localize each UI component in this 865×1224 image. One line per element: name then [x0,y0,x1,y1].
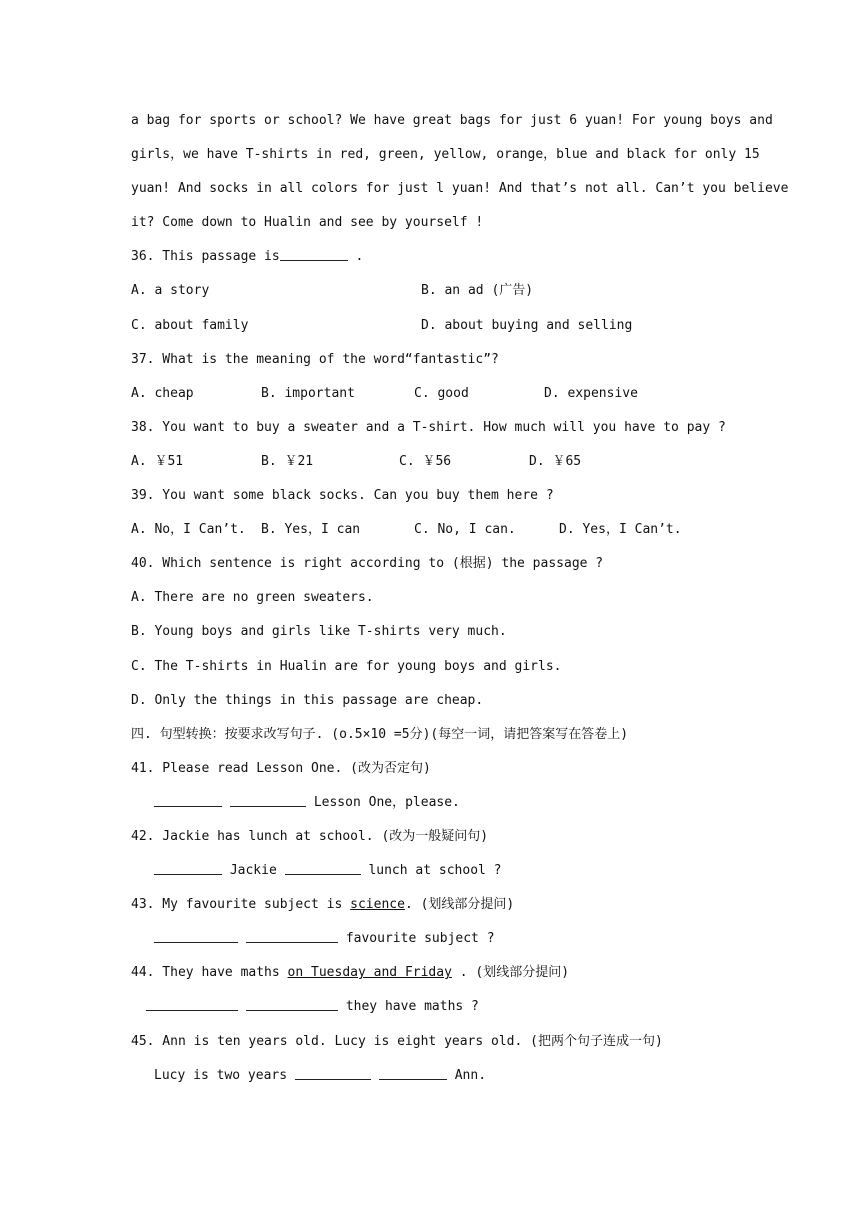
question-36-options-cd [131,309,741,343]
answer-blank[interactable] [379,1067,447,1080]
passage-line: yuan! And socks in all colors for just l yuan! And that’s not all. Can’t you believe [131,181,789,197]
answer-blank[interactable] [246,998,338,1011]
question-37-stem: 37. What is the meaning of the word“fantastic”? [131,351,499,367]
question-42-answer [131,854,741,888]
option-b: B. Young boys and girls like T-shirts very much. [131,624,507,640]
option-d: D. ￥65 [529,453,582,469]
section-heading: 四. 句型转换：按要求改写句子. (o.5×10 =5分)(每空一词，请把答案写在答卷上) [131,726,629,742]
option-b: B. ￥21 [261,453,314,469]
answer-blank[interactable] [285,862,361,875]
option-a: A. No，I Can’t. [131,522,246,538]
question-38-options [131,445,741,479]
question-44-answer [131,990,741,1024]
option-a: A. There are no green sweaters. [131,590,374,606]
question-41-stem: 41. Please read Lesson One. (改为否定句) [131,760,431,776]
question-42-answer-text: Jackie [222,863,285,879]
option-b: B. important [261,385,355,401]
question-44-text-end: . (划线部分提问) [451,965,570,981]
question-42-answer-text-end: lunch at school ? [360,863,502,879]
answer-blank[interactable] [154,930,238,943]
answer-blank[interactable] [246,930,338,943]
underlined-word: science [350,897,405,913]
option-a: A. ￥51 [131,453,184,469]
question-43-text: 43. My favourite subject is [131,897,351,913]
question-38-stem: 38. You want to buy a sweater and a T-shirt. How much will you have to pay ? [131,419,726,435]
question-37-options [131,377,741,411]
question-42-stem: 42. Jackie has lunch at school. (改为一般疑问句) [131,828,489,844]
option-a: A. cheap [131,385,194,401]
question-45-answer-text-end: Ann. [446,1067,487,1083]
answer-blank[interactable] [154,862,222,875]
question-43-stem [131,888,741,922]
passage-line: girls，we have T-shirts in red, green, yellow, orange，blue and black for only 15 [131,147,760,163]
option-b: B. Yes，I can [261,522,361,538]
answer-blank[interactable] [154,794,222,807]
option-a: A. a story [131,283,210,299]
option-d: D. Only the things in this passage are cheap. [131,692,484,708]
question-36-text: 36. This passage is [131,249,280,265]
option-d: D. about buying and selling [421,317,633,333]
answer-blank[interactable] [230,794,306,807]
question-45-answer [131,1059,741,1093]
question-41-answer-text: Lesson One，please. [306,794,460,810]
underlined-phrase: on Tuesday and Friday [287,965,452,981]
question-45-answer-text: Lucy is two years [154,1067,295,1083]
answer-blank[interactable] [146,998,238,1011]
question-40-stem: 40. Which sentence is right according to (根据) the passage ? [131,556,604,572]
question-43-text-end: . (划线部分提问) [404,897,515,913]
question-45-stem: 45. Ann is ten years old. Lucy is eight years old. (把两个句子连成一句) [131,1033,663,1049]
question-36-options-ab [131,274,741,308]
answer-blank[interactable] [295,1067,371,1080]
option-c: C. ￥56 [399,453,452,469]
question-44-answer-text: they have maths ? [338,999,479,1015]
question-36-stem [131,240,741,274]
passage-line: it? Come down to Hualin and see by yourself ! [131,215,484,231]
question-39-options [131,513,741,547]
passage-line: a bag for sports or school? We have great bags for just 6 yuan! For young boys and [131,113,773,128]
option-c: C. No, I can. [414,522,516,538]
option-d: D. expensive [544,385,638,401]
question-39-stem: 39. You want some black socks. Can you buy them here ? [131,488,554,504]
question-41-answer [131,786,741,820]
question-44-text: 44. They have maths [131,965,288,981]
option-c: C. about family [131,317,249,333]
question-44-stem [131,956,741,990]
question-43-answer-text: favourite subject ? [338,931,495,947]
question-36-blank [280,248,348,261]
option-b: B. an ad (广告) [421,283,534,299]
option-c: C. The T-shirts in Hualin are for young boys and girls. [131,658,562,674]
worksheet-page [131,104,789,1093]
option-d: D. Yes，I Can’t. [559,522,682,538]
question-43-answer [131,922,741,956]
question-36-text-end: . [347,249,364,265]
option-c: C. good [414,385,469,401]
